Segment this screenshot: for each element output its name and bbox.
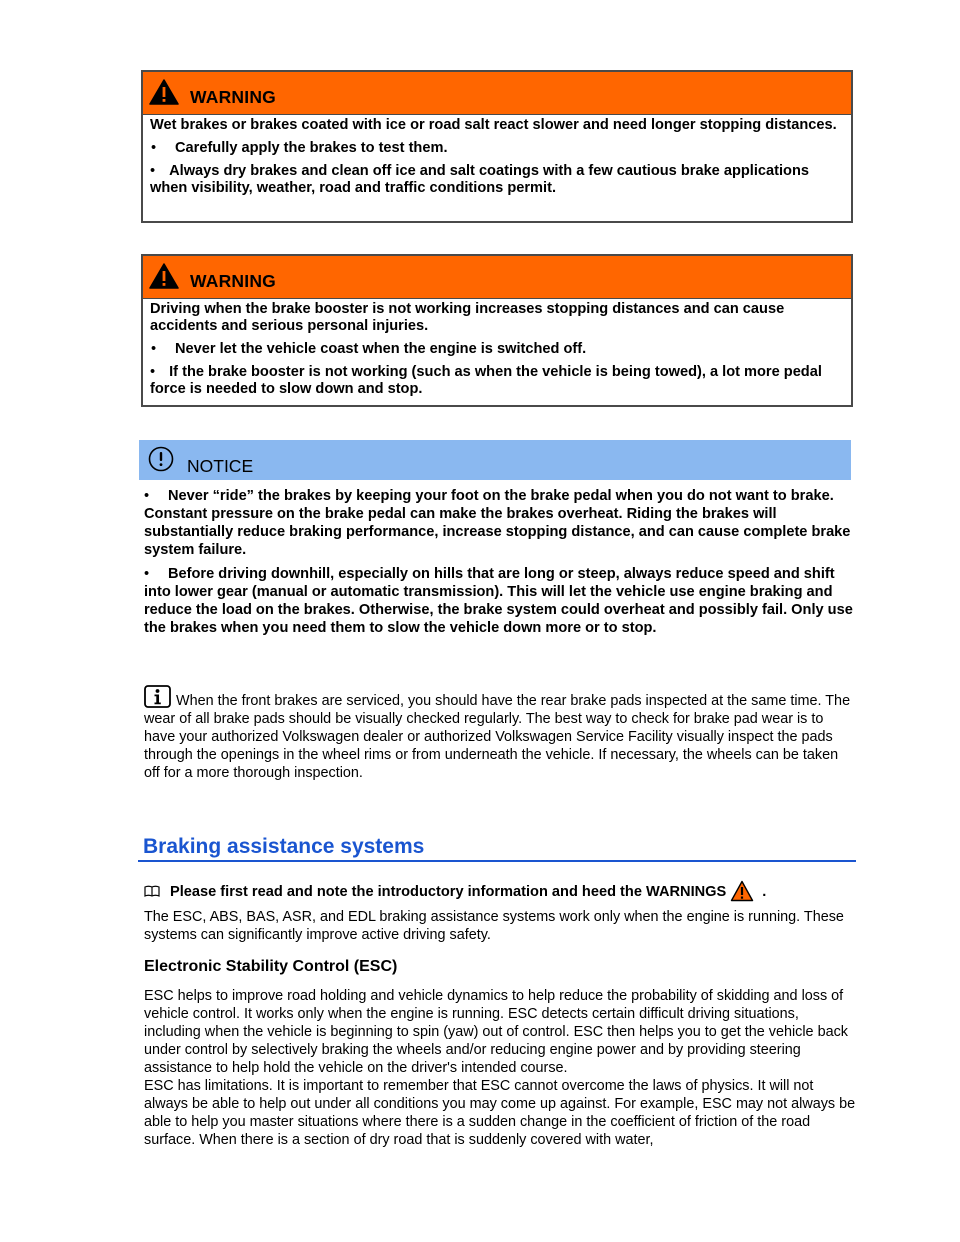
warning-bullet: • Never let the vehicle coast when the engine is switched off. bbox=[150, 341, 843, 358]
warning-bullet: • Carefully apply the brakes to test them. bbox=[150, 140, 843, 157]
subheading-esc: Electronic Stability Control (ESC) bbox=[144, 958, 398, 975]
warning-triangle-icon bbox=[730, 880, 754, 902]
notice-bullet: • Never “ride” the brakes by keeping your foot on the brake pedal when you do not want to brake. Constant pressure on the brake pedal can make the brakes overheat. Riding the brakes will substantially reduce braking performance, increase stopping distance, and can cause complete brake system failure. bbox=[144, 487, 856, 559]
warning-triangle-icon bbox=[149, 263, 179, 289]
intro-text: Please first read and note the introductory information and heed the WARNINGS bbox=[170, 884, 727, 900]
paragraph-esc-description: ESC helps to improve road holding and vehicle dynamics to help reduce the probability of skidding and loss of vehicle control. It works only when the engine is running. ESC detects certain difficult driving situations, including when the vehicle is beginning to spin (yaw) out of control. ESC then helps you to get the vehicle back under control by selectively braking the wheels and/or reducing engine power and by providing steering assistance to help hold the vehicle on the driver's intended course. bbox=[144, 988, 848, 1076]
intro-reference bbox=[144, 880, 856, 902]
warning-label: WARNING bbox=[190, 271, 276, 291]
warning-header bbox=[143, 72, 851, 115]
section-title: Braking assistance systems bbox=[143, 835, 425, 858]
warning-label: WARNING bbox=[190, 87, 276, 107]
warning-body bbox=[143, 299, 851, 408]
warning-box-wet-brakes bbox=[141, 70, 853, 223]
warning-intro: Driving when the brake booster is not working increases stopping distances and can cause accidents and serious personal injuries. bbox=[150, 301, 785, 334]
paragraph-esc-limitations: ESC has limitations. It is important to remember that ESC cannot overcome the laws of physics. It will not always be able to help out under all conditions you may come up against. For example, ESC may not always be able to help you master situations where there is a sudden change in the coefficient of friction of the road surface. When there is a section of dry road that is suddenly covered with water, bbox=[144, 1078, 856, 1148]
exclamation-circle-icon bbox=[148, 446, 174, 472]
paragraph-systems: The ESC, ABS, BAS, ASR, and EDL braking assistance systems work only when the engine is running. These systems can significantly improve active driving safety. bbox=[144, 909, 844, 943]
intro-end: . bbox=[762, 884, 767, 900]
info-note bbox=[144, 685, 856, 782]
warning-triangle-icon bbox=[149, 79, 179, 105]
notice-label: NOTICE bbox=[187, 456, 254, 476]
info-note-text: When the front brakes are serviced, you should have the rear brake pads inspected at the same time. The wear of all brake pads should be visually checked regularly. The best way to check for brake pad wear is to have your authorized Volkswagen dealer or authorized Volkswagen Service Facility visually inspect the pads through the openings in the wheel rims or from underneath the vehicle. If necessary, the wheels can be taken off for a more thorough inspection. bbox=[144, 693, 851, 781]
warning-bullet: • Always dry brakes and clean off ice and salt coatings with a few cautious brake applications when visibility, weather, road and traffic conditions permit. bbox=[150, 163, 843, 197]
section-divider bbox=[138, 860, 856, 862]
warning-intro: Wet brakes or brakes coated with ice or road salt react slower and need longer stopping distances. bbox=[150, 117, 837, 133]
notice-header bbox=[139, 440, 851, 480]
warning-box-brake-booster bbox=[141, 254, 853, 407]
book-icon bbox=[144, 885, 160, 897]
warning-body bbox=[143, 115, 851, 207]
warning-bullet: • If the brake booster is not working (such as when the vehicle is being towed), a lot more pedal force is needed to slow down and stop. bbox=[150, 364, 843, 398]
info-icon bbox=[144, 685, 171, 708]
notice-bullet: • Before driving downhill, especially on hills that are long or steep, always reduce speed and shift into lower gear (manual or automatic transmission). This will let the vehicle use engine braking and reduce the load on the brakes. Otherwise, the brake system could overheat and possibly fail. Only use the brakes when you need them to slow the vehicle down more or to stop. bbox=[144, 565, 856, 637]
notice-body bbox=[144, 487, 856, 643]
warning-header bbox=[143, 256, 851, 299]
